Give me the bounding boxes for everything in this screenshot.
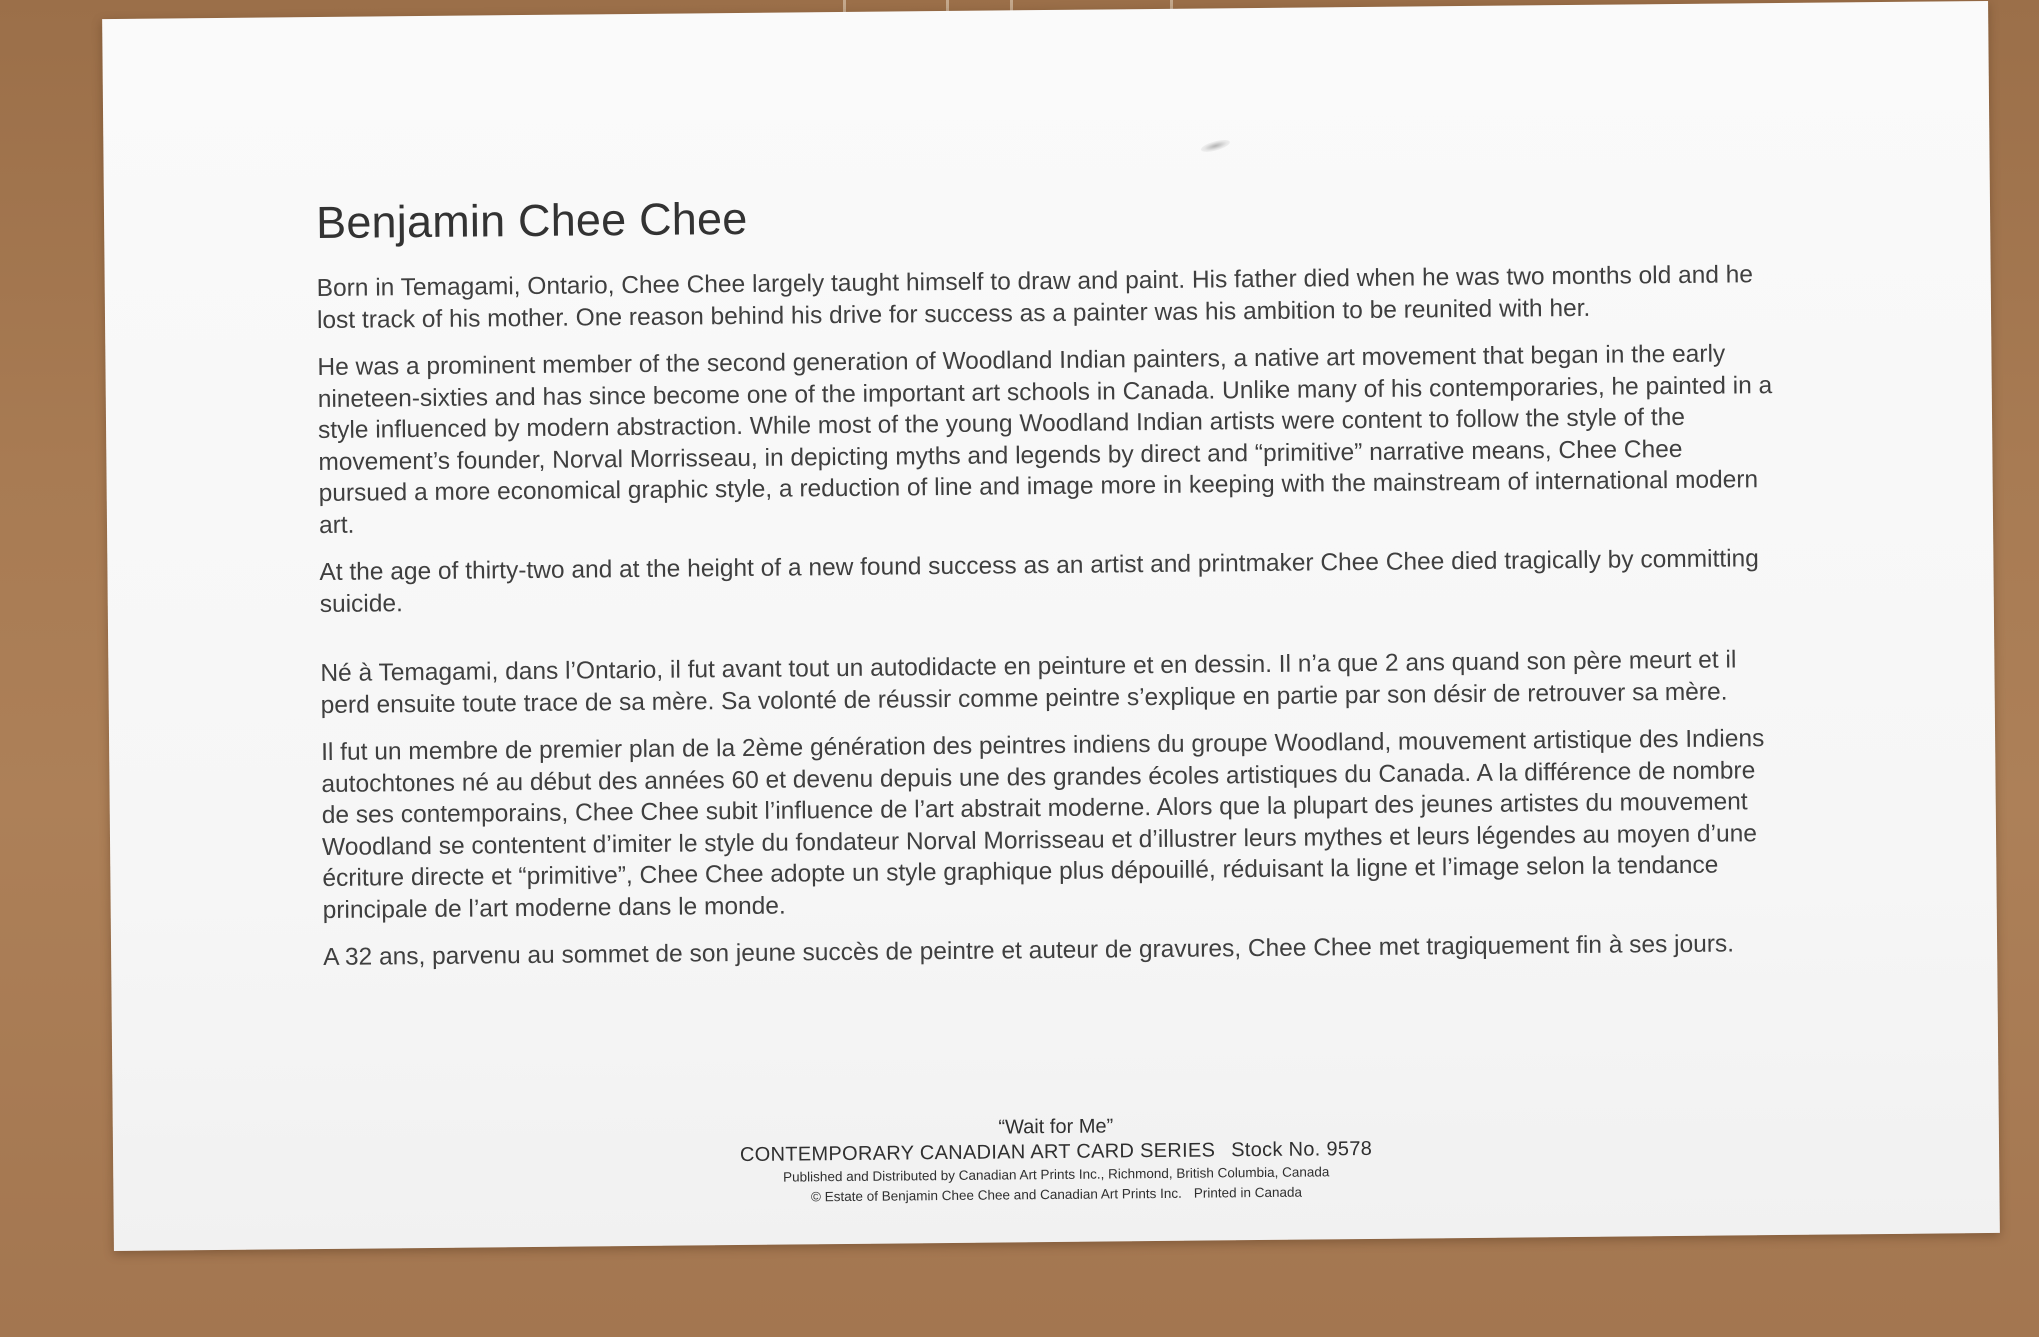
publisher-line: Published and Distributed by Canadian Art Prints Inc., Richmond, British Columbia, Canada	[783, 1164, 1330, 1185]
french-bio-paragraph: A 32 ans, parvenu au sommet de son jeune succès de peintre et auteur de gravures, Chee Chee met tragiquement fin à ses jours.	[323, 930, 1735, 972]
series-name: CONTEMPORARY CANADIAN ART CARD SERIES	[739, 1139, 1216, 1167]
copyright-text: © Estate of Benjamin Chee Chee and Canadian Art Prints Inc.	[810, 1185, 1182, 1205]
english-bio-paragraph: Born in Temagami, Ontario, Chee Chee largely taught himself to draw and paint. His father died when he was two months old and he lost track of his mother. One reason behind his drive for success as a painter was his ambition to be reunited with her.	[316, 261, 1754, 334]
card-footer	[113, 1106, 2000, 1214]
printed-in-text: Printed in Canada	[1193, 1184, 1303, 1201]
french-bio-paragraph: Né à Temagami, dans l’Ontario, il fut avant tout un autodidacte en peinture et en dessin. Il n’a que 2 ans quand son père meurt et il perd ensuite toute trace de sa mère. Sa volonté de réussir comme peintre s’explique en partie par son désir de retrouver sa mère.	[320, 646, 1737, 719]
paper-scuff-mark	[1200, 138, 1231, 155]
artist-name-title: Benjamin Chee Chee	[315, 192, 748, 249]
artwork-title: “Wait for Me”	[998, 1115, 1114, 1139]
stock-number: Stock No. 9578	[1231, 1137, 1373, 1162]
english-bio-paragraph: He was a prominent member of the second generation of Woodland Indian painters, a native art movement that began in the early nineteen-sixties and has since become one of the important art schools in Canada. Unlike many of his contemporaries, he painted in a style influenced by modern abstraction. While most of the young Woodland Indian artists were content to follow the style of the movement’s founder, Norval Morrisseau, in depicting myths and legends by direct and “primitive” narrative means, Chee Chee pursued a more economical graphic style, a reduction of line and image more in keeping with the mainstream of international modern art.	[317, 340, 1773, 539]
card-text-block	[316, 183, 1780, 989]
english-bio-paragraph: At the age of thirty-two and at the height of a new found success as an artist and printmaker Chee Chee died tragically by committing suicide.	[319, 545, 1760, 618]
french-bio-paragraph: Il fut un membre de premier plan de la 2ème génération des peintres indiens du groupe Woodland, mouvement artistique des Indiens autochtones né au début des années 60 et devenu depuis une des grandes écoles artistiques du Canada. A la différence de nombre de ses contemporains, Chee Chee subit l’influence de l’art abstrait moderne. Alors que la plupart des jeunes artistes du mouvement Woodland se contentent d’imiter le style du fondateur Norval Morrisseau et d’illustrer leurs mythes et leurs légendes au moyen d’une écriture directe et “primitive”, Chee Chee adopte un style graphique plus dépouillé, réduisant la ligne et l’image selon la tendance principale de l’art moderne dans le monde.	[321, 725, 1765, 924]
art-card-back	[102, 1, 2000, 1251]
